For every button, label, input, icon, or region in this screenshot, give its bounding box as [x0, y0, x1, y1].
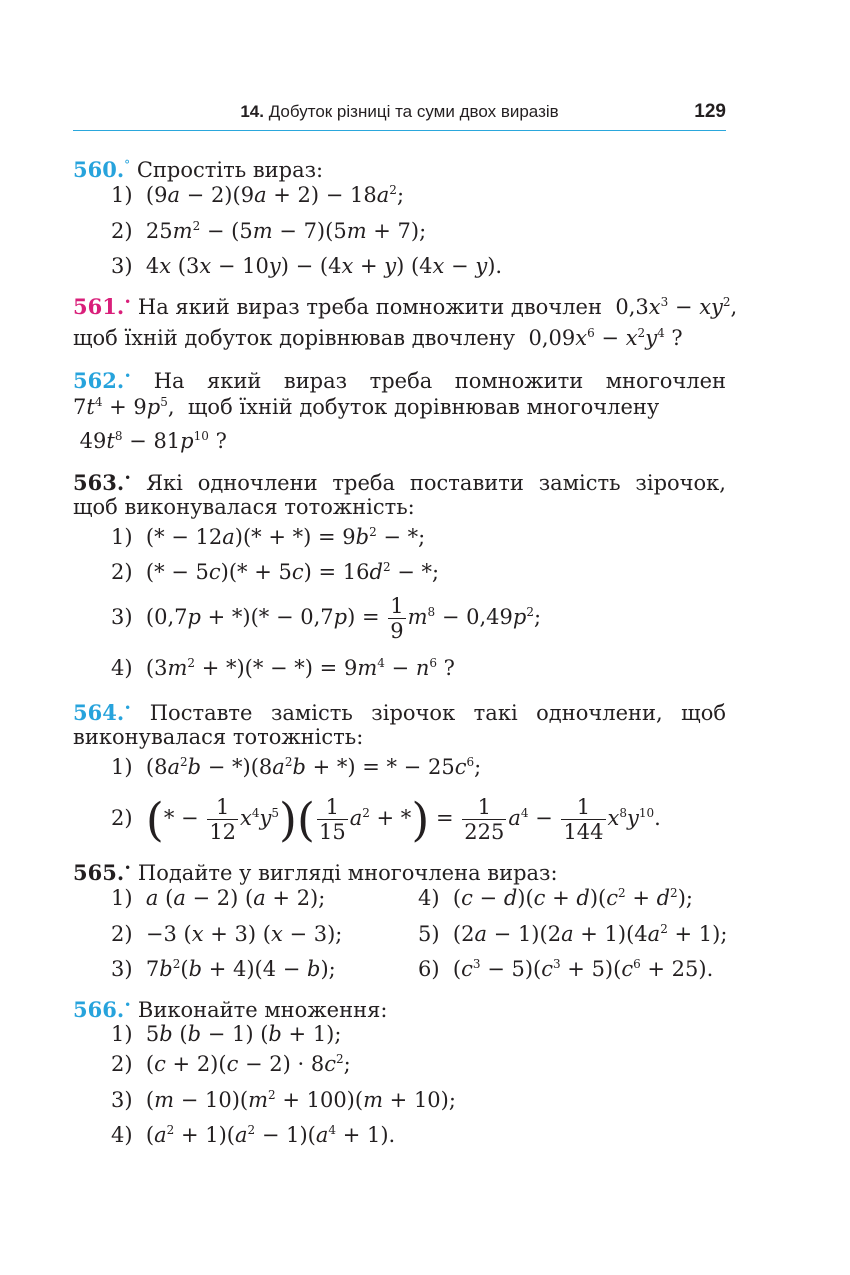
section-title-text: Добуток різниці та суми двох виразів — [268, 102, 559, 121]
problem-item: 3) $7b^2(b + 4)(4 - b)$; — [111, 957, 336, 981]
problem-number: 565. — [73, 860, 125, 885]
problem-item: 3) 4x (3x − 10y) − (4x + y) (4x − y). — [111, 254, 503, 278]
problem-561 — [73, 288, 737, 321]
problem-text: щоб їхній добуток дорівнював двочлену — [73, 326, 516, 350]
difficulty-marker: • — [124, 471, 132, 485]
problem-text: На який вираз треба помножити двочлен — [137, 295, 602, 319]
problem-number: 562. — [73, 368, 125, 393]
difficulty-marker: • — [124, 369, 132, 383]
section-title — [73, 102, 726, 122]
difficulty-marker: • — [124, 701, 132, 715]
fraction: $\frac{1}{9}$ — [390, 594, 404, 643]
problem-text-line: $49t^8 - 81p^{10}$ ? — [73, 429, 227, 453]
problem-text: Виконайте множення: — [137, 998, 388, 1022]
problem-text-line: виконувалася тотожність: — [73, 725, 364, 749]
problem-item: 1) $(9a - 2)(9a + 2) - 18a^2$; — [111, 183, 405, 207]
problem-item: 3) (0,7p + *)(* − 0,7p) = $\frac{1}{9}$ $m^8 - 0,49p^2$; — [111, 594, 542, 643]
problem-item: 5) $(2a - 1)(2a + 1)(4a^2 + 1)$; — [418, 922, 728, 946]
problem-565 — [73, 854, 558, 887]
math-expression: $0,3x^3 - xy^2$, — [608, 295, 738, 319]
problem-item: 1) $(8a^2b - *)(8a^2b$ + *) = * − $25c^6$; — [111, 755, 482, 779]
problem-item: 2) −3 (x + 3) (x − 3); — [111, 922, 343, 946]
fraction: $\frac{1}{144}$ — [563, 795, 604, 844]
problem-text-line — [73, 324, 683, 352]
problem-560 — [73, 151, 323, 184]
problem-item: 1) a (a − 2) (a + 2); — [111, 886, 326, 910]
problem-number: 564. — [73, 700, 125, 725]
difficulty-marker: • — [124, 861, 132, 875]
running-header — [73, 96, 726, 131]
problem-number: 561. — [73, 294, 125, 319]
problem-text-line: щоб виконувалася тотожність: — [73, 495, 415, 519]
problem-item: 2) $(c + 2)(c - 2) \cdot 8c^2$; — [111, 1052, 351, 1076]
problem-number: 560. — [73, 157, 125, 182]
problem-number: 563. — [73, 470, 125, 495]
problem-562 — [73, 362, 726, 395]
problem-text: На який вираз треба помножити многочлен — [153, 369, 726, 393]
fraction: $\frac{1}{225}$ — [464, 795, 505, 844]
problem-item: 6) $(c^3 - 5)(c^3 + 5)(c^6 + 25)$. — [418, 957, 714, 981]
problem-item: 4) ($3m^2$ + *)(* − *) = $9m^4 - n^6$ ? — [111, 656, 455, 680]
fraction: $\frac{1}{12}$ — [209, 795, 237, 844]
difficulty-marker: ° — [124, 158, 131, 172]
problem-text: Спростіть вираз: — [136, 158, 324, 182]
problem-text: Подайте у вигляді многочлена вираз: — [137, 861, 558, 885]
problem-text: Які одночлени треба поставити замість зірочок, — [146, 471, 726, 495]
problem-item: 1) 5b (b − 1) (b + 1); — [111, 1022, 342, 1046]
problem-item: 2) $25m^2 - (5m - 7)(5m + 7)$; — [111, 219, 427, 243]
math-expression: $0,09x^6 - x^2y^4$ ? — [521, 326, 683, 350]
problem-number: 566. — [73, 997, 125, 1022]
fraction: $\frac{1}{15}$ — [318, 795, 346, 844]
section-number: 14. — [240, 102, 264, 121]
difficulty-marker: • — [124, 998, 132, 1012]
problem-item: 4) $(c - d)(c + d)(c^2 + d^2)$; — [418, 886, 693, 910]
problem-item: 2) (* − $\frac{1}{12}$ $x^4y^5$)( $\frac{1}{15}$ $a^2$ + *) = $\frac{1}{225}$ $a^4$ − $\frac{1}{144}$ $x^8y^{10}$. — [111, 792, 661, 847]
problem-text-line: $7t^4 + 9p^5$, щоб їхній добуток дорівнював многочлену — [73, 395, 660, 419]
page-number: 129 — [694, 101, 726, 122]
difficulty-marker: • — [124, 295, 132, 309]
problem-item: 4) $(a^2 + 1)(a^2 - 1)(a^4 + 1)$. — [111, 1123, 396, 1147]
problem-item: 3) $(m - 10)(m^2 + 100)(m + 10)$; — [111, 1088, 456, 1112]
problem-item: 1) (* − 12a)(* + *) = $9b^2$ − *; — [111, 525, 426, 549]
problem-text: Поставте замість зірочок такі одночлени, щоб — [149, 701, 726, 725]
problem-item: 2) (* − $5c)(* + 5c) = 16d^2$ − *; — [111, 560, 440, 584]
